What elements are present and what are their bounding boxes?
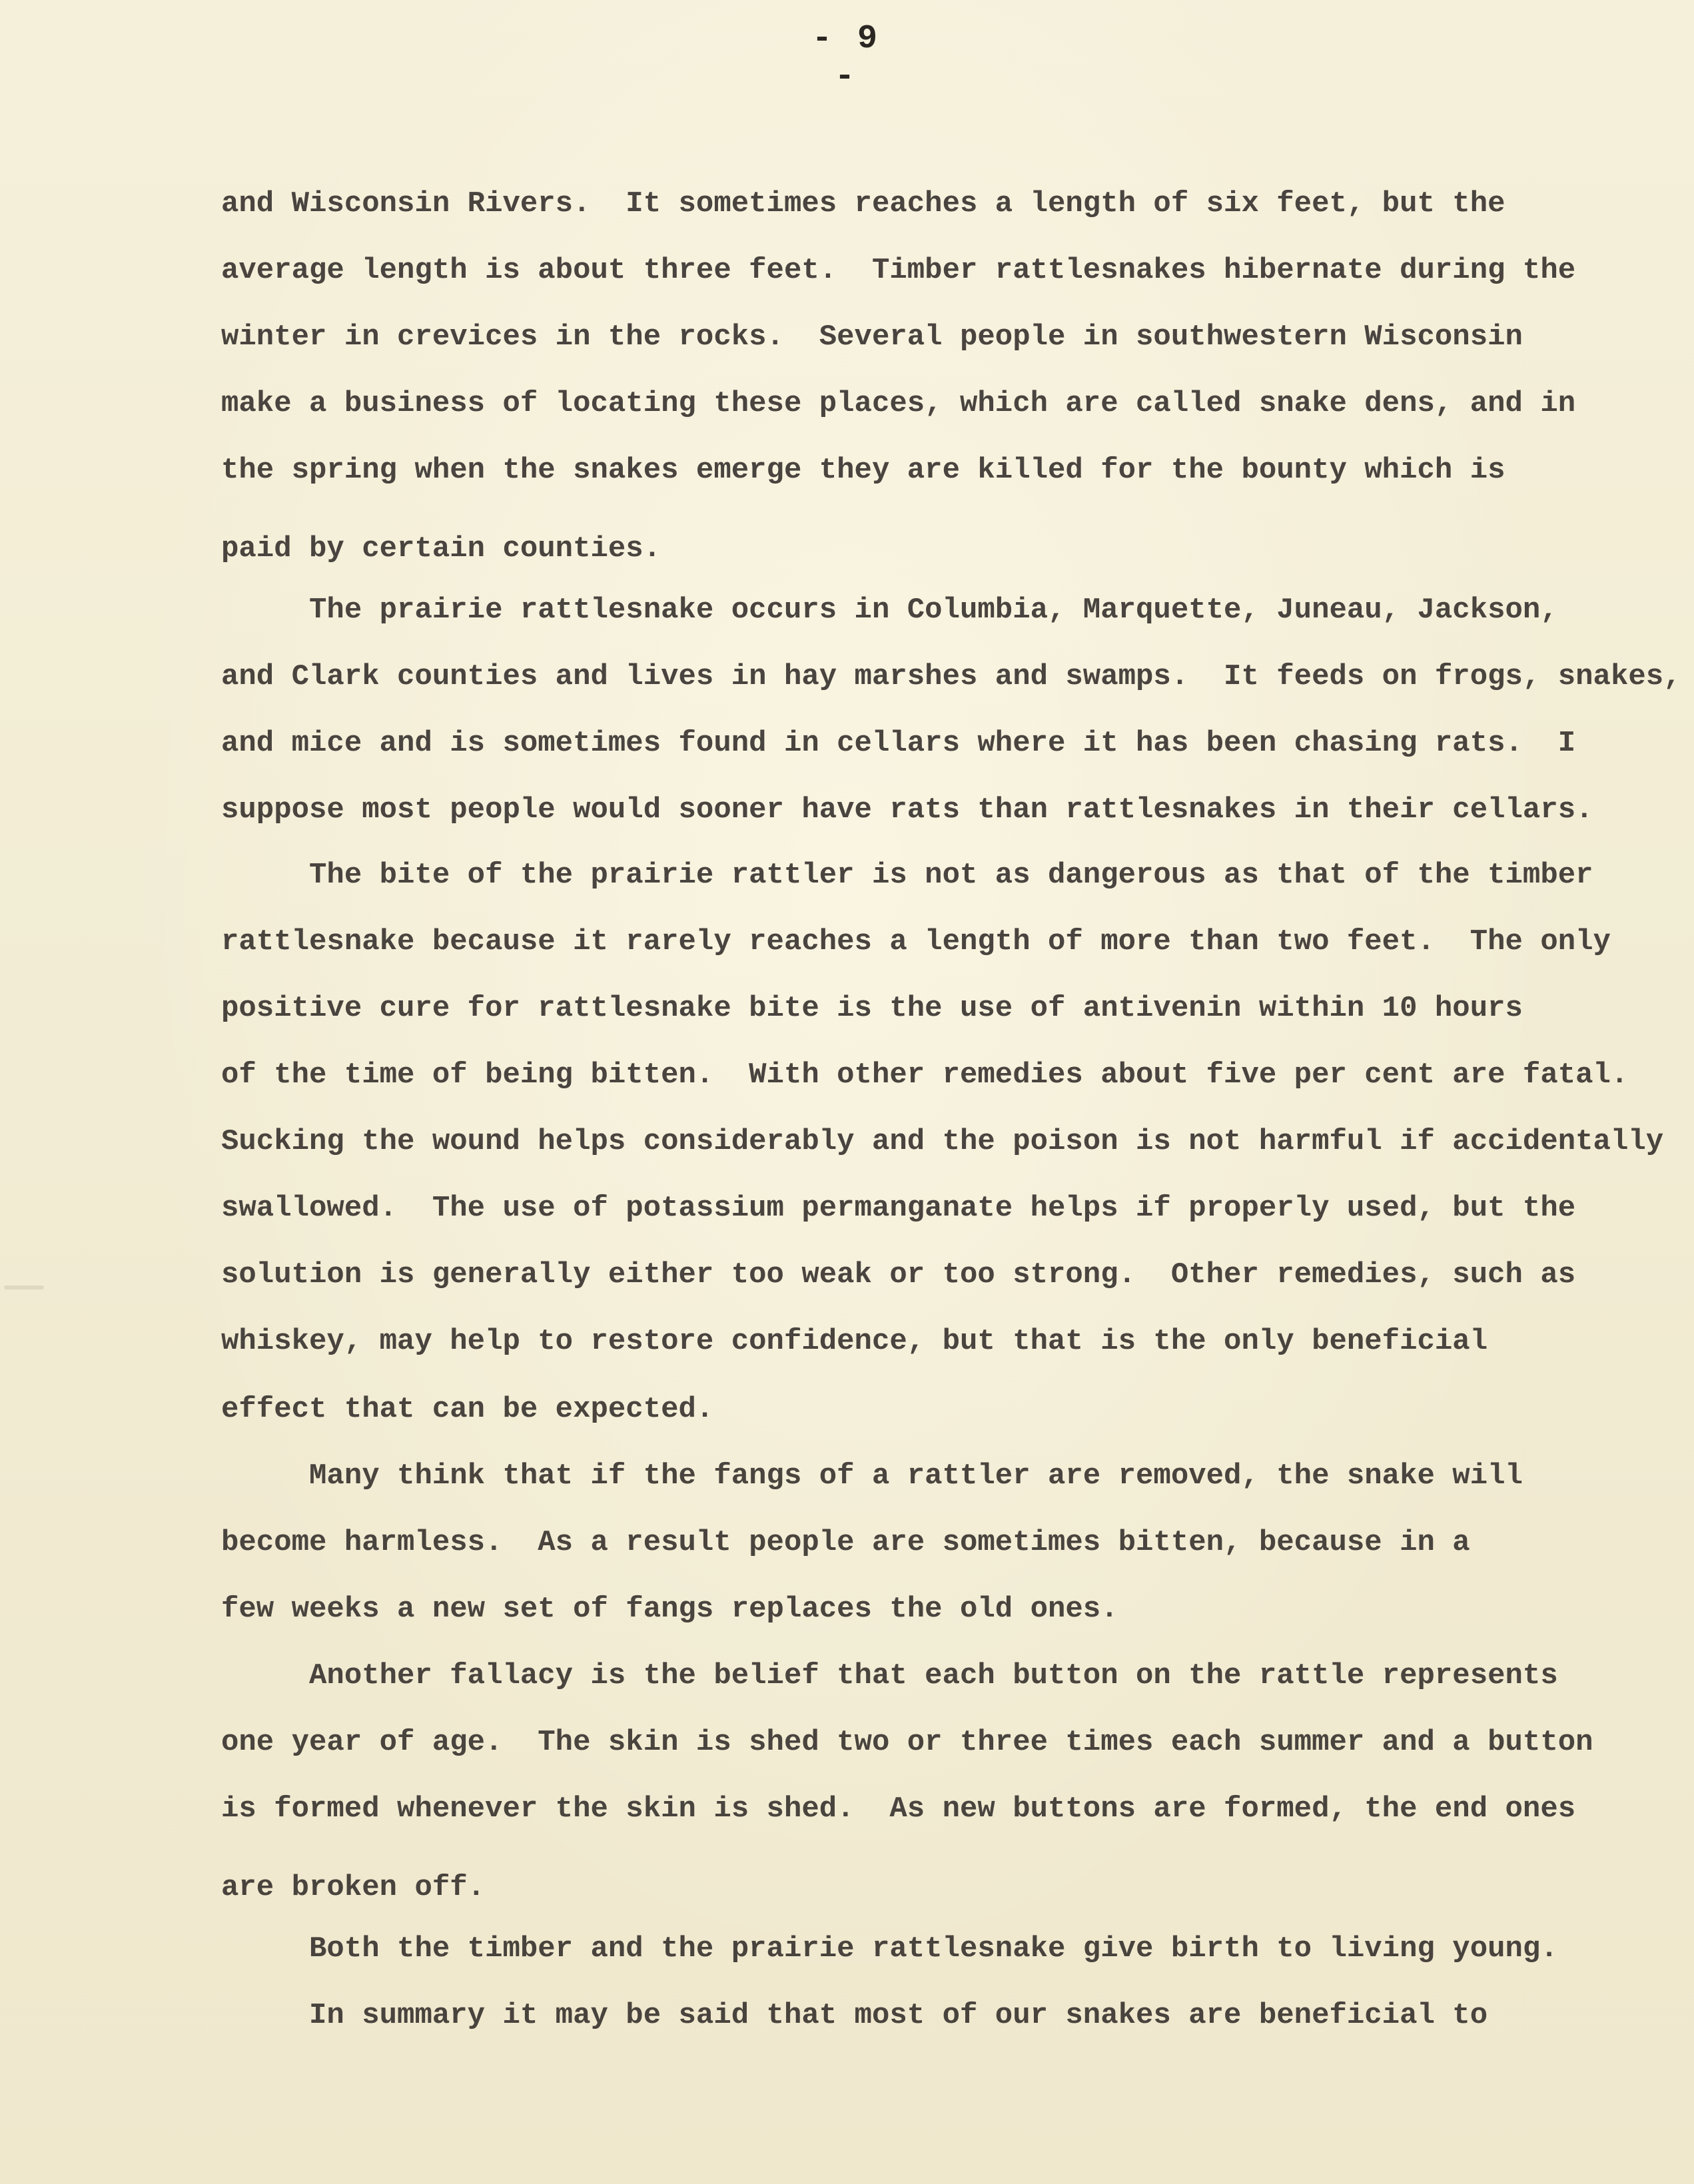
paper-mark	[4, 1285, 44, 1289]
text-line: average length is about three feet. Timber rattlesnakes hibernate during the	[221, 254, 1576, 287]
text-line: The prairie rattlesnake occurs in Columbia, Marquette, Juneau, Jackson,	[221, 593, 1558, 627]
text-line: and Wisconsin Rivers. It sometimes reaches a length of six feet, but the	[221, 187, 1505, 220]
text-line: swallowed. The use of potassium permanganate helps if properly used, but the	[221, 1192, 1576, 1225]
text-line: make a business of locating these places, which are called snake dens, and in	[221, 387, 1576, 420]
text-line: is formed whenever the skin is shed. As new buttons are formed, the end ones	[221, 1792, 1576, 1826]
text-line: the spring when the snakes emerge they are killed for the bounty which is	[221, 454, 1505, 487]
text-line: suppose most people would sooner have rats than rattlesnakes in their cellars.	[221, 793, 1593, 827]
text-line: Many think that if the fangs of a rattler are removed, the snake will	[221, 1459, 1523, 1493]
text-line: whiskey, may help to restore confidence, but that is the only beneficial	[221, 1325, 1488, 1358]
text-line: Sucking the wound helps considerably and the poison is not harmful if accidentally	[221, 1125, 1664, 1158]
text-line: one year of age. The skin is shed two or three times each summer and a button	[221, 1726, 1593, 1759]
page-number: - 9 -	[811, 20, 880, 96]
text-line: Both the timber and the prairie rattlesnake give birth to living young.	[221, 1932, 1558, 1966]
text-line: positive cure for rattlesnake bite is the use of antivenin within 10 hours	[221, 992, 1523, 1025]
text-line: solution is generally either too weak or too strong. Other remedies, such as	[221, 1258, 1576, 1291]
text-line: and mice and is sometimes found in cellars where it has been chasing rats. I	[221, 727, 1576, 760]
text-line: rattlesnake because it rarely reaches a length of more than two feet. The only	[221, 925, 1611, 958]
text-line: become harmless. As a result people are sometimes bitten, because in a	[221, 1526, 1470, 1559]
text-line: The bite of the prairie rattler is not as dangerous as that of the timber	[221, 859, 1593, 892]
text-line: paid by certain counties.	[221, 532, 661, 565]
text-line: effect that can be expected.	[221, 1393, 714, 1426]
text-line: and Clark counties and lives in hay marshes and swamps. It feeds on frogs, snakes,	[221, 660, 1681, 693]
text-line: Another fallacy is the belief that each button on the rattle represents	[221, 1659, 1558, 1692]
text-line: few weeks a new set of fangs replaces the old ones.	[221, 1593, 1118, 1626]
text-line: are broken off.	[221, 1871, 486, 1904]
text-line: In summary it may be said that most of our snakes are beneficial to	[221, 1999, 1488, 2032]
text-line: of the time of being bitten. With other remedies about five per cent are fatal.	[221, 1058, 1629, 1092]
text-line: winter in crevices in the rocks. Several people in southwestern Wisconsin	[221, 320, 1523, 354]
